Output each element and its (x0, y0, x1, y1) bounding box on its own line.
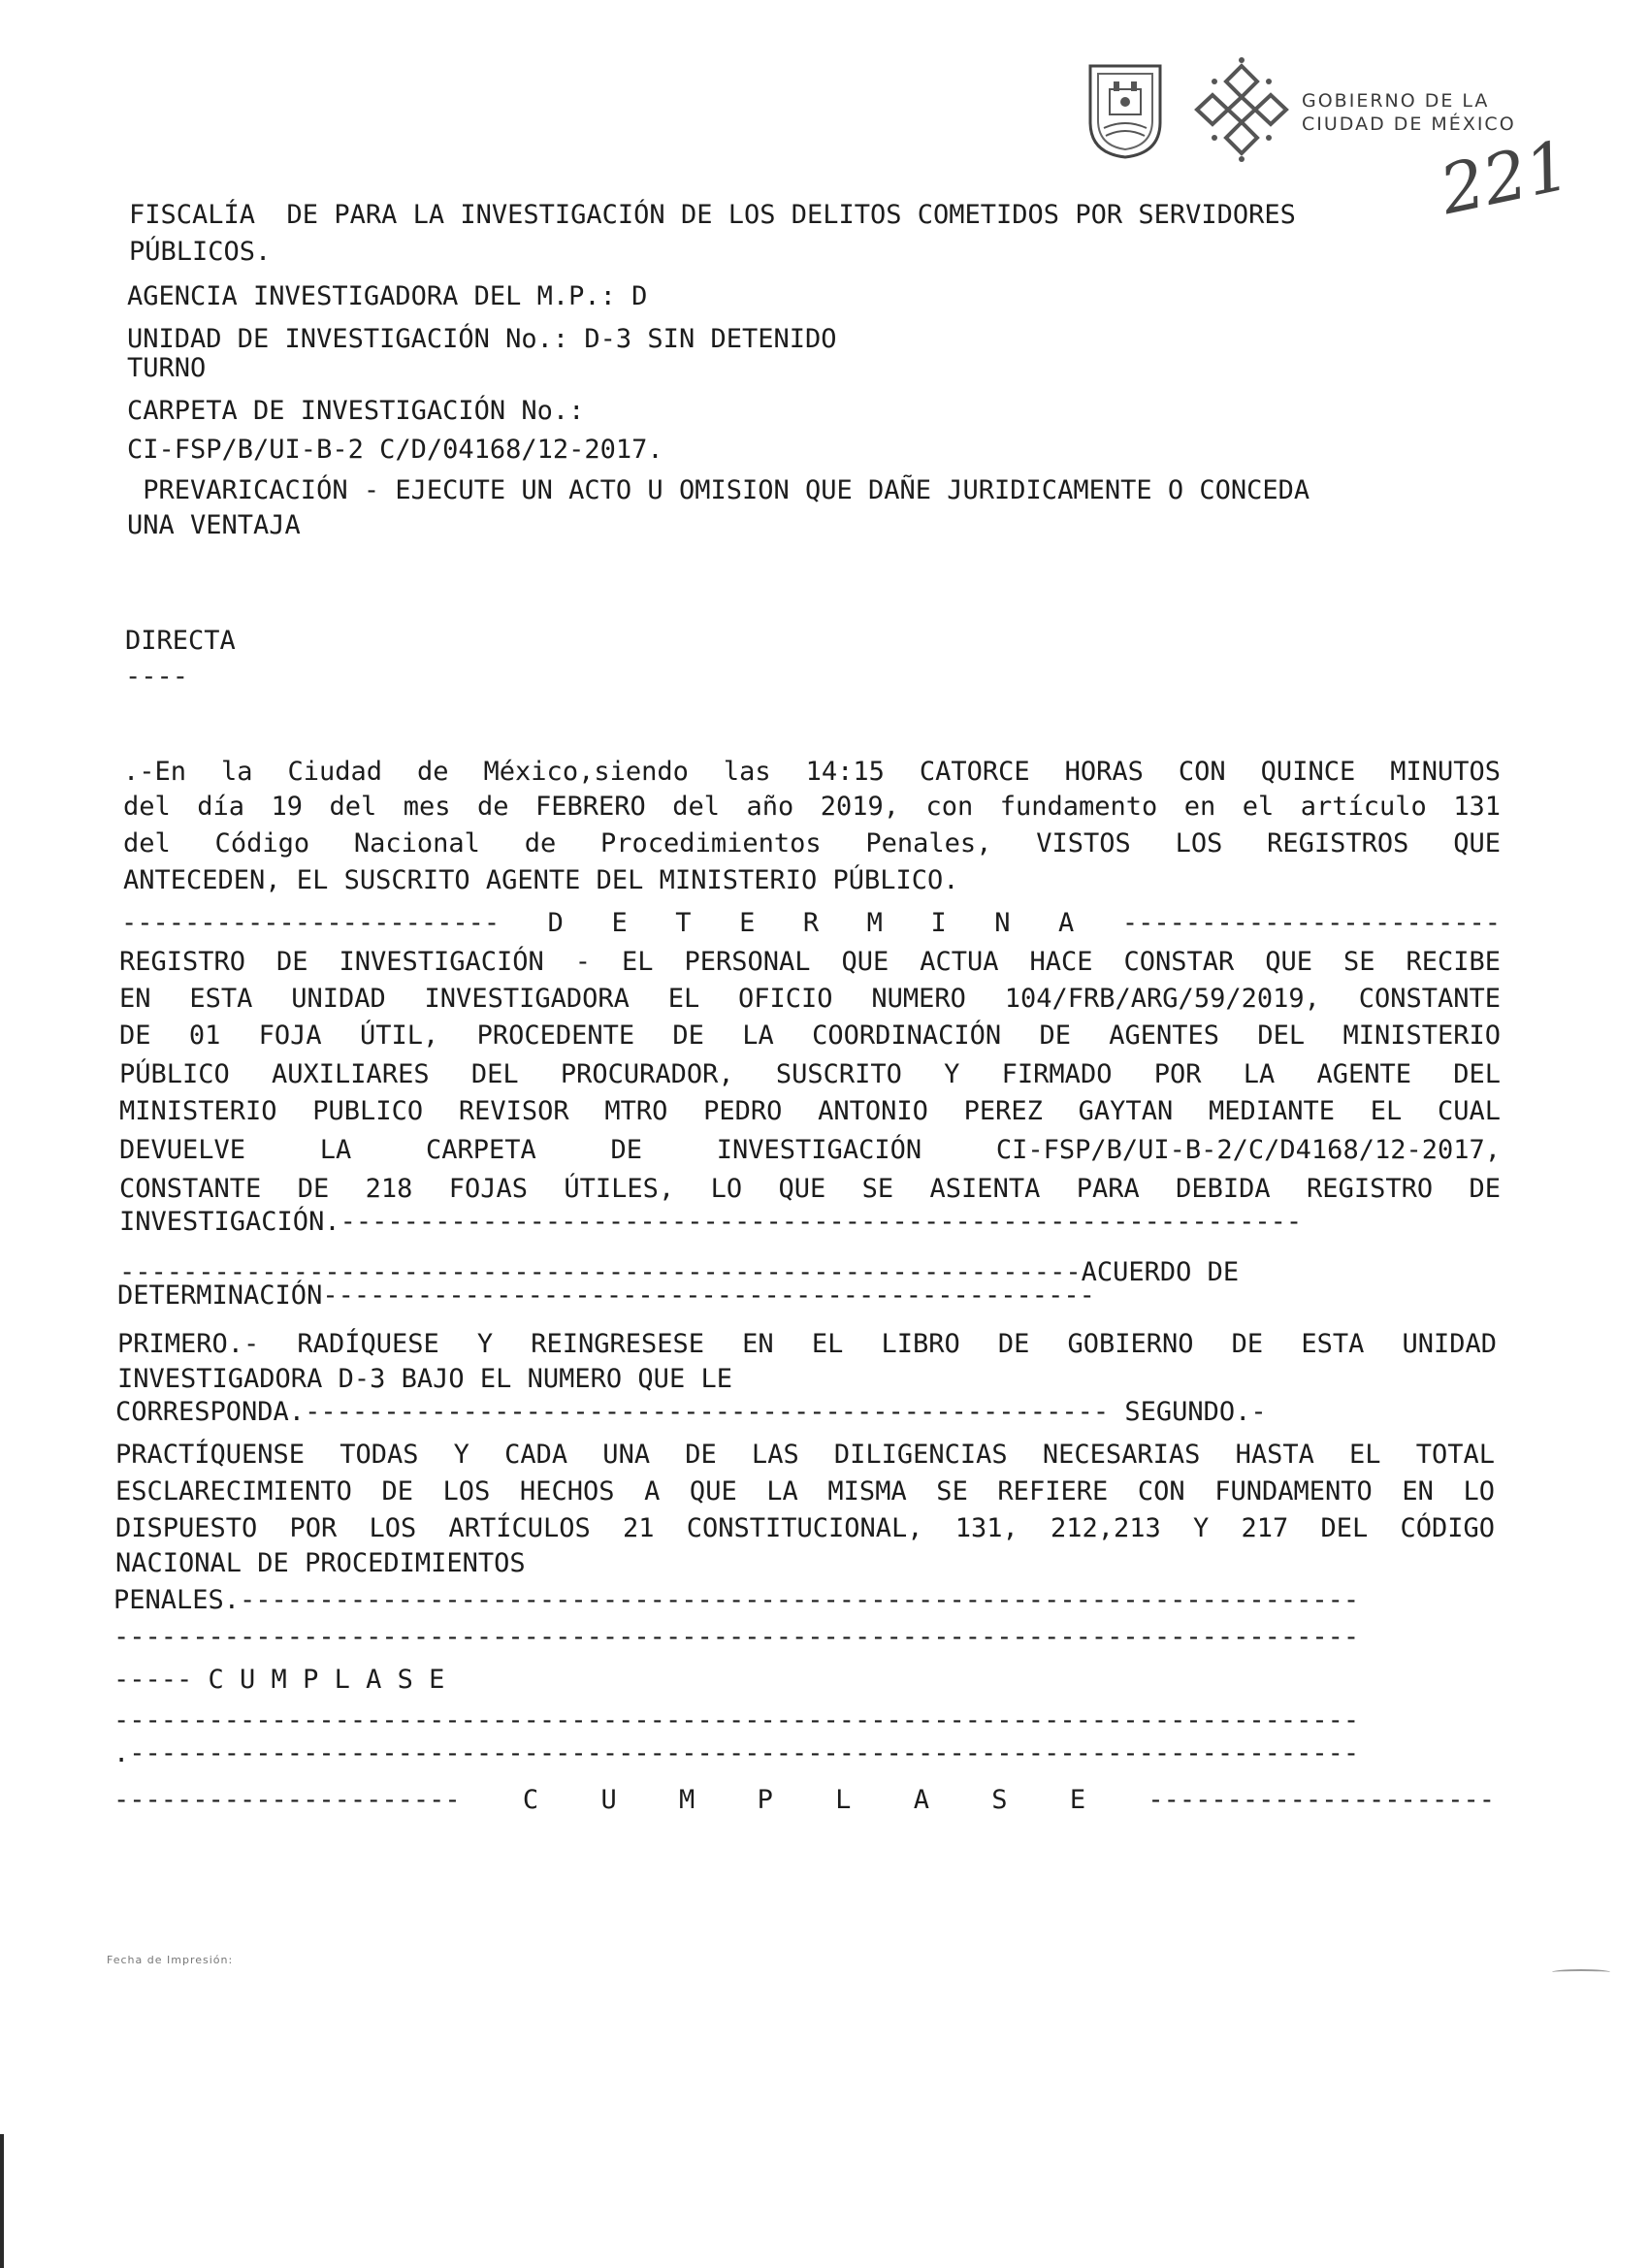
government-name-line2: CIUDAD DE MÉXICO (1302, 113, 1516, 135)
segundo-line1: PRACTÍQUENSE TODAS Y CADA UNA DE LAS DILIGENCIAS NECESARIAS HASTA EL TOTAL (115, 1440, 1495, 1470)
primero-line2: INVESTIGADORA D-3 BAJO EL NUMERO QUE LE (117, 1364, 732, 1394)
intro-line2: del día 19 del mes de FEBRERO del año 2019, con fundamento en el artículo 131 (123, 792, 1501, 822)
fiscalia-title-line1: FISCALÍA DE PARA LA INVESTIGACIÓN DE LOS DELITOS COMETIDOS POR SERVIDORES (129, 200, 1296, 230)
primero-line1: PRIMERO.- RADÍQUESE Y REINGRESESE EN EL LIBRO DE GOBIERNO DE ESTA UNIDAD (117, 1329, 1497, 1359)
cdmx-government-logo-icon (1193, 56, 1290, 163)
registro-line3: DE 01 FOJA ÚTIL, PROCEDENTE DE LA COORDINACIÓN DE AGENTES DEL MINISTERIO (119, 1021, 1501, 1051)
intro-line1: .-En la Ciudad de México,siendo las 14:15 CATORCE HORAS CON QUINCE MINUTOS (123, 757, 1501, 787)
city-coat-of-arms-icon (1084, 60, 1166, 161)
carpeta-number: CI-FSP/B/UI-B-2 C/D/04168/12-2017. (127, 435, 663, 465)
closing-line3: ------------------------------------------------------------------------------- (113, 1705, 1360, 1735)
closing-line1: ------------------------------------------------------------------------------- (113, 1622, 1360, 1652)
determina-heading: ------------------------ D E T E R M I N A ------------------------ (121, 908, 1501, 938)
handwritten-page-number (1433, 97, 1577, 243)
segundo-line5: PENALES.----------------------------------------------------------------------- (113, 1585, 1360, 1615)
carpeta-label: CARPETA DE INVESTIGACIÓN No.: (127, 396, 585, 426)
closing-cumplase-2: ---------------------- C U M P L A S E ---------------------- (113, 1785, 1495, 1815)
registro-line7: CONSTANTE DE 218 FOJAS ÚTILES, LO QUE SE ASIENTA PARA DEBIDA REGISTRO DE (119, 1174, 1501, 1204)
directa-label: DIRECTA (125, 626, 236, 656)
fiscalia-title-line2: PÚBLICOS. (129, 237, 272, 267)
registro-line4: PÚBLICO AUXILIARES DEL PROCURADOR, SUSCRITO Y FIRMADO POR LA AGENTE DEL (119, 1059, 1501, 1089)
government-name-line1: GOBIERNO DE LA (1302, 90, 1490, 112)
intro-line3: del Código Nacional de Procedimientos Penales, VISTOS LOS REGISTROS QUE (123, 828, 1501, 859)
scan-speck (1552, 1969, 1610, 1975)
faint-footer-text: Fecha de Impresión: (107, 1954, 234, 1966)
unidad-line: UNIDAD DE INVESTIGACIÓN No.: D-3 SIN DETENIDO (127, 324, 837, 354)
registro-line10: DETERMINACIÓN------------------------------------------------- (117, 1280, 1095, 1311)
segundo-line4: NACIONAL DE PROCEDIMIENTOS (115, 1548, 526, 1578)
intro-line4: ANTECEDEN, EL SUSCRITO AGENTE DEL MINISTERIO PÚBLICO. (123, 865, 959, 895)
delito-line2: UNA VENTAJA (127, 510, 301, 540)
turno-line: TURNO (127, 353, 207, 383)
registro-line9: -------------------------------------------------------------ACUERDO DE (119, 1257, 1240, 1287)
primero-line3: CORRESPONDA.--------------------------------------------------- SEGUNDO.- (115, 1397, 1267, 1427)
registro-line2: EN ESTA UNIDAD INVESTIGADORA EL OFICIO NUMERO 104/FRB/ARG/59/2019, CONSTANTE (119, 984, 1501, 1014)
scan-edge-mark (0, 2134, 4, 2268)
directa-dashes: ---- (125, 662, 189, 692)
closing-line4: .------------------------------------------------------------------------------ (113, 1738, 1360, 1768)
closing-cumplase-1: ----- C U M P L A S E (113, 1665, 445, 1695)
registro-line8: INVESTIGACIÓN.------------------------------------------------------------- (119, 1207, 1303, 1237)
segundo-line3: DISPUESTO POR LOS ARTÍCULOS 21 CONSTITUCIONAL, 131, 212,213 Y 217 DEL CÓDIGO (115, 1513, 1495, 1543)
registro-line5: MINISTERIO PUBLICO REVISOR MTRO PEDRO ANTONIO PEREZ GAYTAN MEDIANTE EL CUAL (119, 1096, 1501, 1126)
segundo-line2: ESCLARECIMIENTO DE LOS HECHOS A QUE LA MISMA SE REFIERE CON FUNDAMENTO EN LO (115, 1476, 1495, 1507)
delito-line1: PREVARICACIÓN - EJECUTE UN ACTO U OMISION QUE DAÑE JURIDICAMENTE O CONCEDA (127, 475, 1310, 505)
registro-line6: DEVUELVE LA CARPETA DE INVESTIGACIÓN CI-FSP/B/UI-B-2/C/D4168/12-2017, (119, 1135, 1501, 1165)
agencia-line: AGENCIA INVESTIGADORA DEL M.P.: D (127, 281, 648, 311)
registro-line1: REGISTRO DE INVESTIGACIÓN - EL PERSONAL QUE ACTUA HACE CONSTAR QUE SE RECIBE (119, 947, 1501, 977)
handwritten-page-number-text: 221 (1433, 125, 1577, 231)
